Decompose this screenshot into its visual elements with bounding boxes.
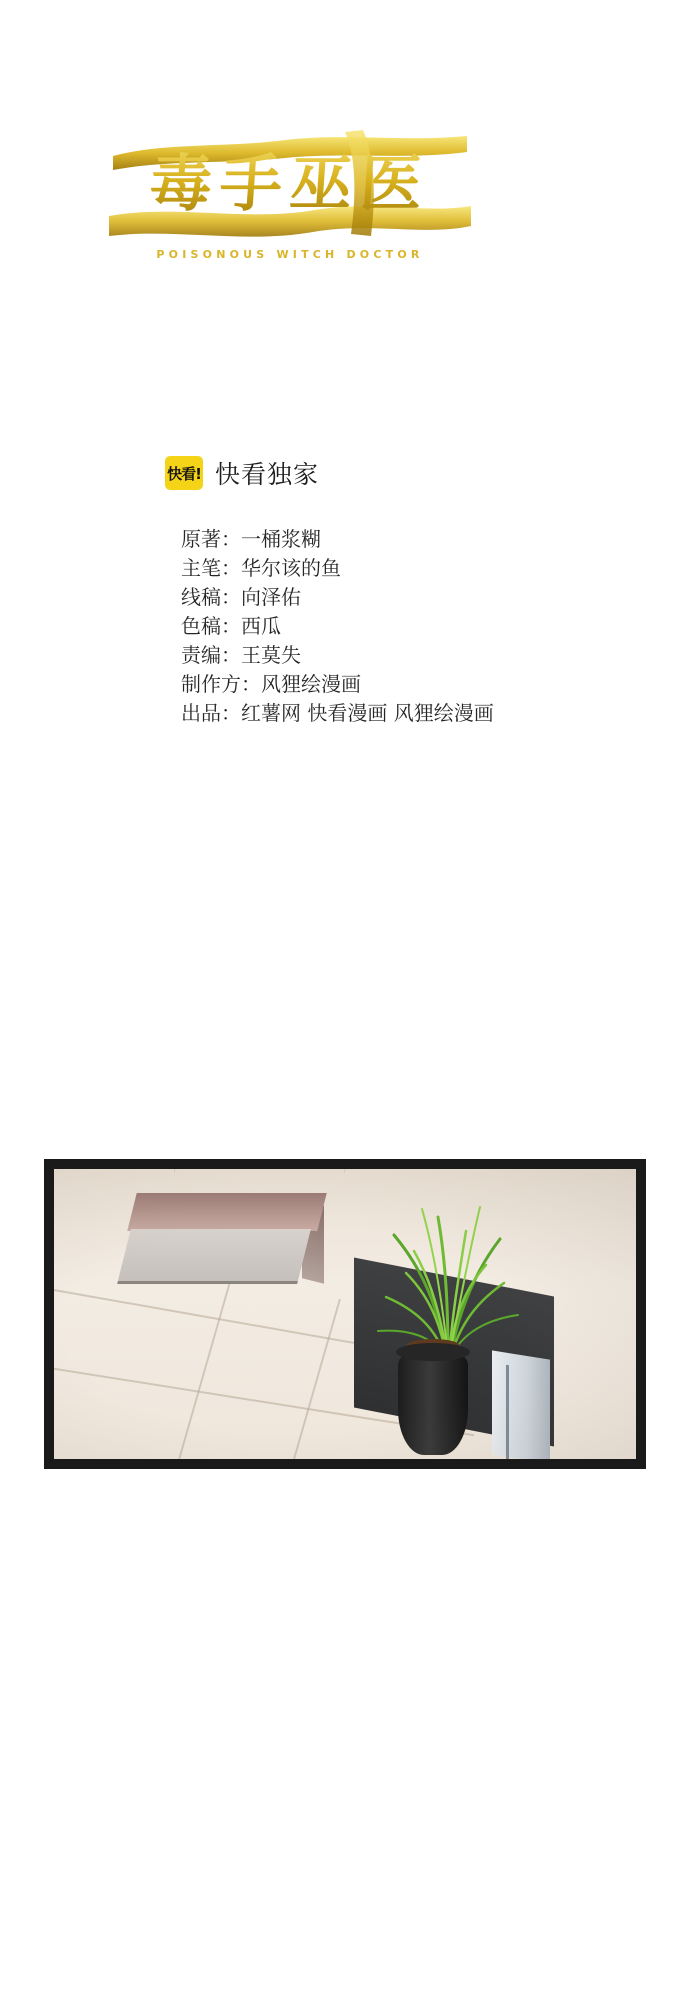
credit-line: 制作方：风狸绘漫画 [181, 672, 361, 696]
credit-line: 色稿：西瓜 [181, 614, 281, 638]
credits-list [181, 525, 641, 728]
credit-line: 原著：一桶浆糊 [181, 527, 321, 551]
exclusive-badge-row [165, 455, 319, 491]
series-title: 毒手巫医 [102, 138, 478, 230]
bench-front-panel [117, 1229, 311, 1284]
credit-line: 线稿：向泽佑 [181, 585, 301, 609]
title-logo [105, 130, 475, 280]
comic-panel [44, 1159, 646, 1469]
series-title-romanized: POISONOUS WITCH DOCTOR [156, 248, 424, 261]
exclusive-label: 快看独家 [215, 460, 320, 489]
plant-pot [398, 1347, 468, 1455]
white-column [492, 1350, 550, 1459]
credit-line: 责编：王莫失 [181, 643, 301, 667]
kuaikan-logo-icon: 快看! [165, 456, 203, 490]
plant-foliage [354, 1191, 524, 1361]
bench-top-surface [127, 1193, 326, 1231]
plant-pot-rim [396, 1343, 470, 1361]
panel-artwork [54, 1169, 636, 1459]
credit-line: 出品：红薯网 快看漫画 风狸绘漫画 [181, 701, 494, 725]
column-edge-line [506, 1365, 509, 1459]
credit-line: 主笔：华尔该的鱼 [181, 556, 341, 580]
